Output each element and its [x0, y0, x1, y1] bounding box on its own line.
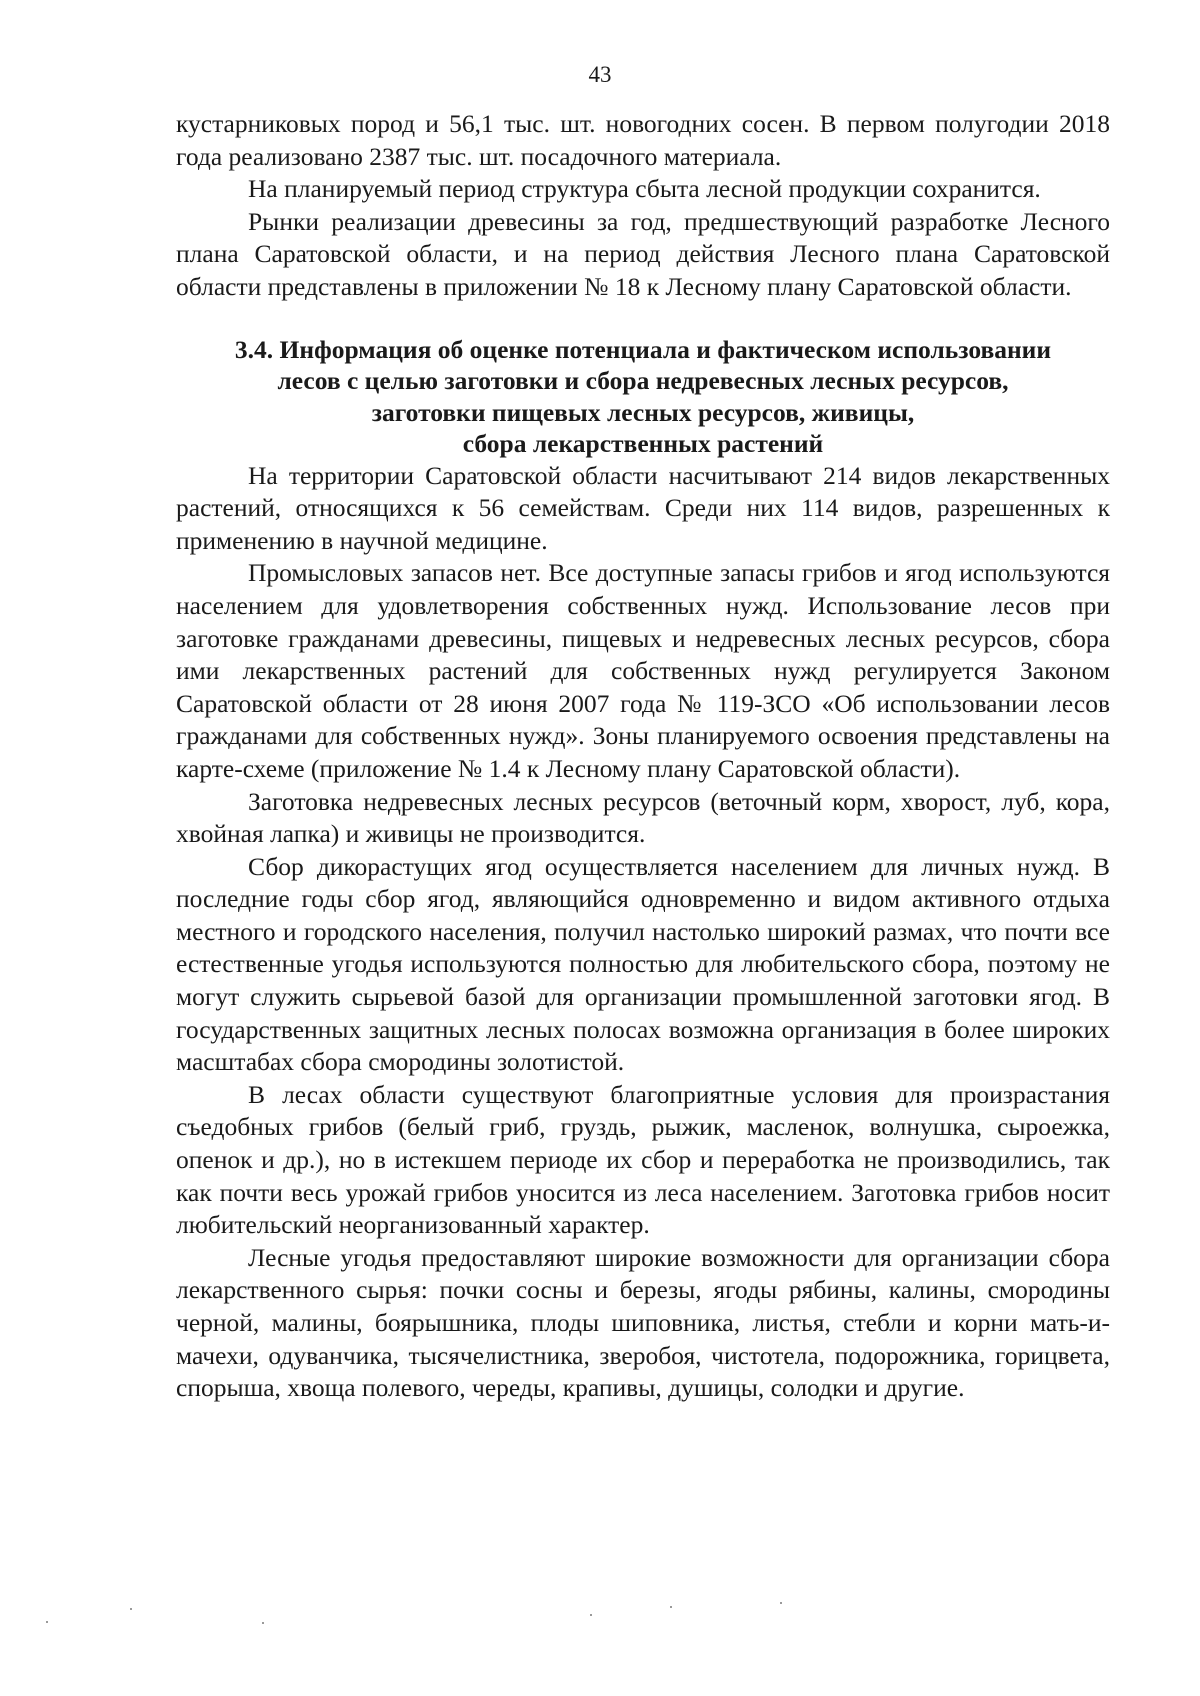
page-number: 43 [588, 62, 612, 87]
paragraph-timber-markets: Рынки реализации древесины за год, предшествующий разработке Лесного плана Саратовской области, и на период действия Лесного плана Саратовской области представлены в приложении № 18 к Лесному плану Саратовской области. [176, 206, 1110, 301]
paragraph-medicinal-raw-materials: Лесные угодья предоставляют широкие возможности для организации сбора лекарственного сырья: почки сосны и березы, ягоды рябины, калины, смородины черной, малины, боярышника, плоды шиповника, листья, стебли и корни мать-и-мачехи, одуванчика, тысячелистника, зверобоя, чистотела, подорожника, горицвета, спорыша, хвоща полевого, череды, крапивы, душицы, солодки и другие. [176, 1242, 1110, 1403]
section-heading-line: сбора лекарственных растений [462, 429, 824, 459]
scan-dot [262, 1622, 264, 1624]
scan-artifacts [0, 1620, 1200, 1624]
paragraph-mushrooms: В лесах области существуют благоприятные условия для произрастания съедобных грибов (белый гриб, груздь, рыжик, масленок, волнушка, сыроежка, опенок и др.), но в истекшем периоде их сбор и переработка не производились, так как почти весь урожай грибов уносится из леса населением. Заготовка грибов носит любительский неорганизованный характер. [176, 1079, 1110, 1240]
paragraph-non-timber-resources: Заготовка недревесных лесных ресурсов (веточный корм, хворост, луб, кора, хвойная лапка) и живицы не производится. [176, 786, 1110, 849]
section-heading-line: 3.4. Информация об оценке потенциала и фактическом использовании [234, 334, 1052, 364]
paragraph-continuation: кустарниковых пород и 56,1 тыс. шт. новогодних сосен. В первом полугодии 2018 года реализовано 2387 тыс. шт. посадочного материала. [176, 109, 1110, 171]
paragraph-medicinal-plants: На территории Саратовской области насчитывают 214 видов лекарственных растений, относящихся к 56 семействам. Среди них 114 видов, разрешенных к применению в научной медицине. [176, 460, 1110, 555]
section-heading-line: заготовки пищевых лесных ресурсов, живицы, [371, 397, 915, 427]
section-heading-line: лесов с целью заготовки и сбора недревесных лесных ресурсов, [277, 366, 1009, 396]
scan-dot [130, 1608, 132, 1610]
scan-dot [46, 1621, 48, 1623]
scan-dot [670, 1606, 672, 1608]
paragraph-wild-berries: Сбор дикорастущих ягод осуществляется населением для личных нужд. В последние годы сбор ягод, являющийся одновременно и видом активного отдыха местного и городского населения, получил настолько широкий размах, что почти все естественные угодья используются полностью для любительского сбора, поэтому не могут служить сырьевой базой для организации промышленной заготовки ягод. В государственных защитных лесных полосах возможна организация в более широких масштабах сбора смородины золотистой. [176, 851, 1110, 1077]
document-body [176, 108, 1110, 1405]
paragraph-sales-structure: На планируемый период структура сбыта лесной продукции сохранится. [248, 174, 1041, 204]
scan-dot [780, 1602, 782, 1604]
scan-dot [590, 1614, 592, 1616]
paragraph-commercial-stocks: Промысловых запасов нет. Все доступные запасы грибов и ягод используются населением для удовлетворения собственных нужд. Использование лесов при заготовке гражданами древесины, пищевых и недревесных лесных ресурсов, сбора ими лекарственных растений для собственных нужд регулируется Законом Саратовской области от 28 июня 2007 года № 119-ЗСО «Об использовании лесов гражданами для собственных нужд». Зоны планируемого освоения представлены на карте-схеме (приложение № 1.4 к Лесному плану Саратовской области). [176, 558, 1110, 783]
section-heading [176, 334, 1110, 460]
